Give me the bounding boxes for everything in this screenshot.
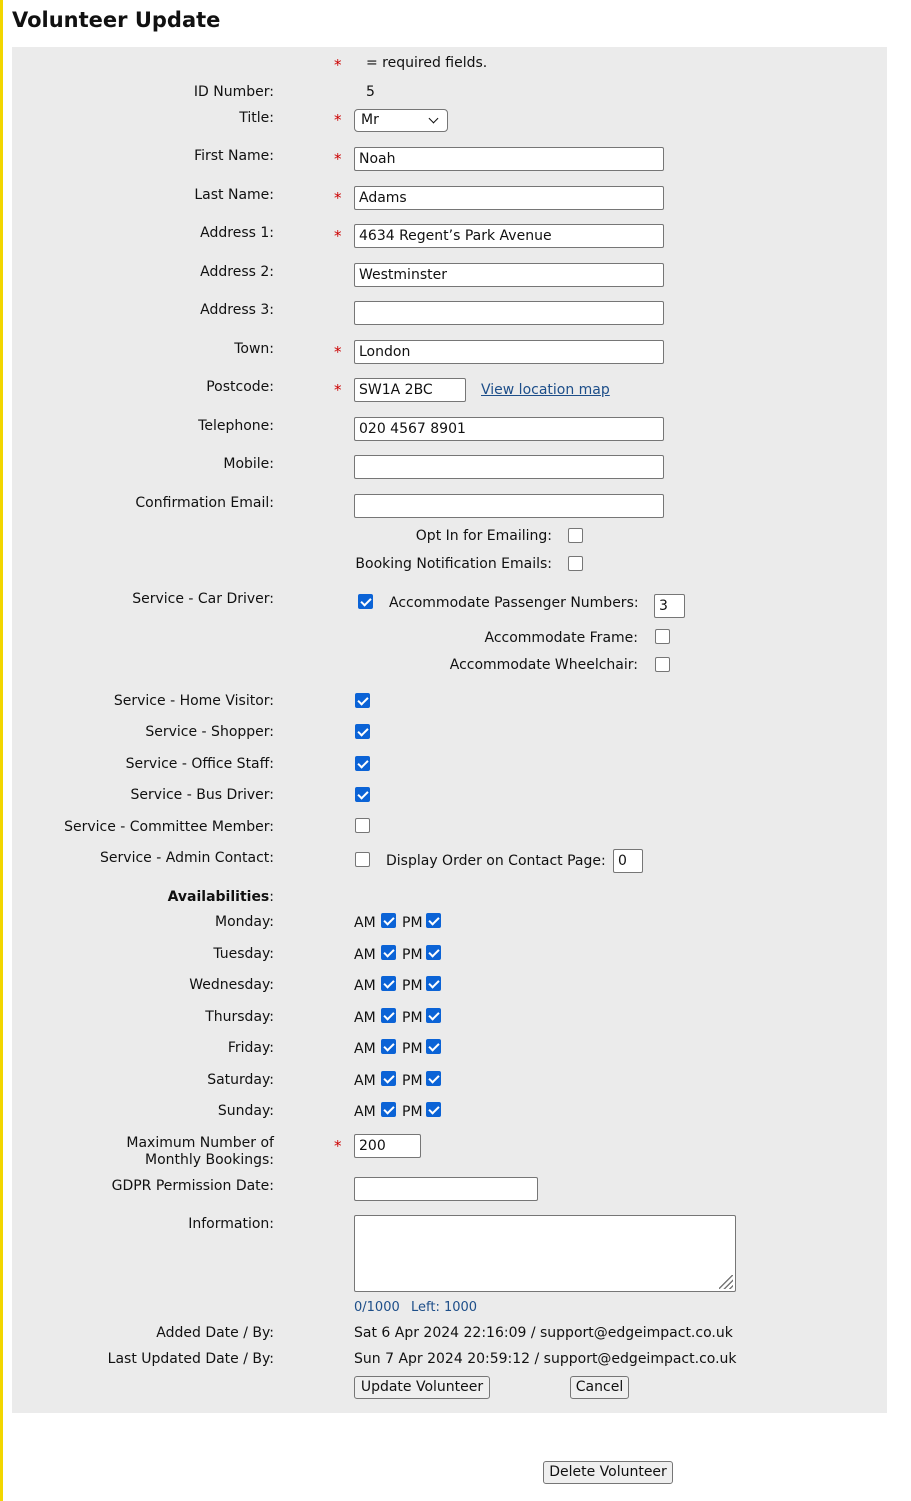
- page-title: Volunteer Update: [12, 8, 221, 32]
- required-marker: *: [334, 343, 342, 361]
- am-checkbox[interactable]: [381, 1102, 396, 1117]
- opt-in-checkbox[interactable]: [568, 528, 583, 543]
- am-checkbox[interactable]: [381, 1071, 396, 1086]
- town-input[interactable]: [354, 340, 664, 364]
- am-checkbox[interactable]: [381, 913, 396, 928]
- am-label: AM: [354, 1010, 376, 1026]
- shopper-label: Service - Shopper:: [145, 724, 274, 740]
- office-staff-label: Service - Office Staff:: [125, 756, 274, 772]
- booking-notifications-checkbox[interactable]: [568, 556, 583, 571]
- pm-label: PM: [402, 978, 423, 994]
- am-checkbox[interactable]: [381, 945, 396, 960]
- required-marker: *: [334, 150, 342, 168]
- day-label: Wednesday:: [189, 977, 274, 993]
- required-marker: *: [334, 111, 342, 129]
- passenger-numbers-label: Accommodate Passenger Numbers:: [389, 595, 639, 611]
- address2-input[interactable]: [354, 263, 664, 287]
- max-bookings-label-line1: Maximum Number of: [126, 1135, 274, 1151]
- am-label: AM: [354, 1104, 376, 1120]
- accommodate-frame-label: Accommodate Frame:: [484, 630, 638, 646]
- title-label: Title:: [239, 110, 274, 126]
- pm-checkbox[interactable]: [426, 1102, 441, 1117]
- pm-label: PM: [402, 1041, 423, 1057]
- id-value: 5: [366, 84, 375, 100]
- am-checkbox[interactable]: [381, 976, 396, 991]
- bus-driver-label: Service - Bus Driver:: [130, 787, 274, 803]
- information-textarea[interactable]: [354, 1215, 736, 1292]
- accommodate-wheelchair-checkbox[interactable]: [655, 657, 670, 672]
- chevron-down-icon: [429, 114, 439, 124]
- postcode-label: Postcode:: [206, 379, 274, 395]
- last-name-input[interactable]: [354, 186, 664, 210]
- day-label: Friday:: [227, 1040, 274, 1056]
- telephone-input[interactable]: [354, 417, 664, 441]
- passenger-numbers-input[interactable]: [654, 594, 685, 618]
- required-marker: *: [334, 56, 342, 74]
- bus-driver-checkbox[interactable]: [355, 787, 370, 802]
- max-bookings-label-line2: Monthly Bookings:: [144, 1152, 274, 1168]
- address1-label: Address 1:: [200, 225, 274, 241]
- email-input[interactable]: [354, 494, 664, 518]
- am-label: AM: [354, 947, 376, 963]
- booking-notifications-label: Booking Notification Emails:: [355, 556, 552, 572]
- last-name-label: Last Name:: [194, 187, 274, 203]
- accommodate-frame-checkbox[interactable]: [655, 629, 670, 644]
- email-label: Confirmation Email:: [135, 495, 274, 511]
- pm-checkbox[interactable]: [426, 945, 441, 960]
- committee-member-label: Service - Committee Member:: [64, 819, 274, 835]
- display-order-label: Display Order on Contact Page:: [386, 853, 606, 869]
- home-visitor-checkbox[interactable]: [355, 693, 370, 708]
- address1-input[interactable]: [354, 224, 664, 248]
- pm-checkbox[interactable]: [426, 976, 441, 991]
- pm-label: PM: [402, 1073, 423, 1089]
- gdpr-date-input[interactable]: [354, 1177, 538, 1201]
- office-staff-checkbox[interactable]: [355, 756, 370, 771]
- am-label: AM: [354, 978, 376, 994]
- telephone-label: Telephone:: [198, 418, 274, 434]
- added-date-label: Added Date / By:: [156, 1325, 274, 1341]
- information-label: Information:: [188, 1216, 274, 1232]
- title-select-value: Mr: [361, 112, 379, 128]
- car-driver-checkbox[interactable]: [358, 594, 373, 609]
- required-marker: *: [334, 227, 342, 245]
- max-bookings-label: [126, 1135, 274, 1169]
- am-label: AM: [354, 915, 376, 931]
- title-select[interactable]: [354, 109, 448, 132]
- required-marker: *: [334, 381, 342, 399]
- gdpr-date-label: GDPR Permission Date:: [111, 1178, 274, 1194]
- updated-date-value: Sun 7 Apr 2024 20:59:12 / support@edgeimpact.co.uk: [354, 1351, 737, 1367]
- availabilities-heading-colon: :: [269, 889, 274, 905]
- shopper-checkbox[interactable]: [355, 724, 370, 739]
- town-label: Town:: [234, 341, 274, 357]
- availabilities-heading-text: Availabilities: [167, 889, 270, 905]
- am-label: AM: [354, 1041, 376, 1057]
- first-name-input[interactable]: [354, 147, 664, 171]
- pm-label: PM: [402, 1010, 423, 1026]
- pm-label: PM: [402, 947, 423, 963]
- postcode-input[interactable]: [354, 378, 466, 402]
- day-label: Monday:: [215, 914, 274, 930]
- address3-label: Address 3:: [200, 302, 274, 318]
- am-label: AM: [354, 1073, 376, 1089]
- first-name-label: First Name:: [194, 148, 274, 164]
- availabilities-heading: [168, 889, 274, 905]
- pm-checkbox[interactable]: [426, 913, 441, 928]
- day-label: Thursday:: [205, 1009, 274, 1025]
- required-note: = required fields.: [366, 55, 488, 71]
- address3-input[interactable]: [354, 301, 664, 325]
- day-label: Saturday:: [207, 1072, 274, 1088]
- delete-volunteer-button[interactable]: Delete Volunteer: [543, 1461, 673, 1484]
- required-marker: *: [334, 1137, 342, 1155]
- car-driver-label: Service - Car Driver:: [132, 591, 274, 607]
- pm-label: PM: [402, 915, 423, 931]
- cancel-button[interactable]: Cancel: [570, 1376, 629, 1399]
- am-checkbox[interactable]: [381, 1039, 396, 1054]
- admin-contact-checkbox[interactable]: [355, 852, 370, 867]
- home-visitor-label: Service - Home Visitor:: [113, 693, 274, 709]
- committee-member-checkbox[interactable]: [355, 818, 370, 833]
- pm-checkbox[interactable]: [426, 1008, 441, 1023]
- added-date-value: Sat 6 Apr 2024 22:16:09 / support@edgeimpact.co.uk: [354, 1325, 733, 1341]
- opt-in-label: Opt In for Emailing:: [415, 528, 552, 544]
- volunteer-form: [12, 47, 887, 1413]
- day-label: Sunday:: [217, 1103, 274, 1119]
- information-char-count: 0/1000: [354, 1300, 400, 1315]
- max-bookings-input[interactable]: [354, 1134, 421, 1158]
- required-marker: *: [334, 189, 342, 207]
- updated-date-label: Last Updated Date / By:: [107, 1351, 274, 1367]
- id-label: ID Number:: [193, 84, 274, 100]
- resize-grip-icon[interactable]: [719, 1275, 733, 1289]
- admin-contact-label: Service - Admin Contact:: [100, 850, 274, 866]
- mobile-label: Mobile:: [223, 456, 274, 472]
- am-checkbox[interactable]: [381, 1008, 396, 1023]
- update-volunteer-button[interactable]: Update Volunteer: [354, 1376, 490, 1399]
- mobile-input[interactable]: [354, 455, 664, 479]
- view-location-map-link[interactable]: View location map: [481, 382, 610, 398]
- accommodate-wheelchair-label: Accommodate Wheelchair:: [449, 657, 638, 673]
- pm-label: PM: [402, 1104, 423, 1120]
- display-order-input[interactable]: [613, 849, 643, 873]
- day-label: Tuesday:: [213, 946, 274, 962]
- pm-checkbox[interactable]: [426, 1039, 441, 1054]
- page-accent-border: [0, 0, 3, 1501]
- information-chars-left: Left: 1000: [411, 1300, 478, 1315]
- pm-checkbox[interactable]: [426, 1071, 441, 1086]
- address2-label: Address 2:: [200, 264, 274, 280]
